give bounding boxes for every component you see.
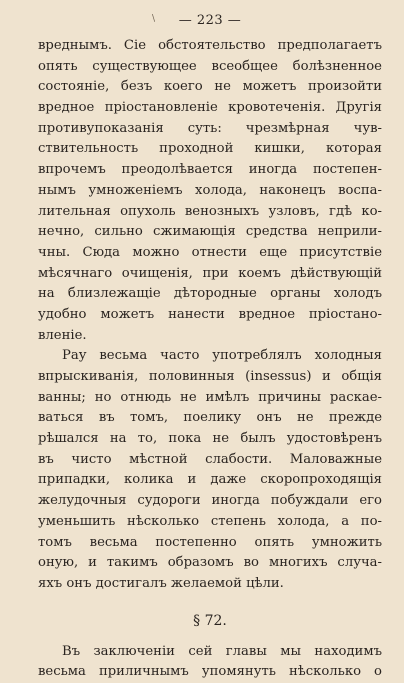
text-line: удобно можетъ нанести вредное пріостано- [38,306,382,322]
text-line: опять существующее всеобщее болѣзненное [38,58,382,74]
text-line: ваться въ томъ, поелику онъ не прежде [38,410,382,426]
text-line: впрыскиванія, половинныя (insessus) и общія [38,369,382,384]
text-line: ванны; но отнюдь не имѣлъ причины раскае- [38,389,382,405]
text-line: противупоказанія суть: чрезмѣрная чув- [38,120,382,136]
text-line: желудочныя судороги иногда побуждали его [38,493,382,509]
text-line: чны. Сюда можно отнести еще присутствіе [38,244,382,260]
text-line: припадки, колика и даже скоропроходящія [38,472,382,488]
section-heading: § 72. [193,612,227,629]
paragraph-3 [38,642,382,683]
page-header [38,0,382,28]
margin-mark: \ [152,14,156,24]
body-text [38,36,382,683]
paragraph-2 [38,346,382,594]
page-number: — 223 — [178,13,242,28]
text-line: впрочемъ преодолѣвается иногда постепен- [38,162,382,178]
paragraph-1 [38,36,382,346]
text-line: оную, и такимъ образомъ во многихъ случа- [38,555,382,571]
text-line: вреднымъ. Сіе обстоятельство предполагаетъ [38,38,382,53]
text-line: яхъ онъ достигалъ желаемой цѣли. [38,575,284,591]
text-line: томъ весьма постепенно опять умножить [38,534,382,550]
text-line: уменьшить нѣсколько степень холода, а по- [38,513,382,529]
text-line: на близлежащіе дѣтородные органы холодъ [38,286,382,302]
text-line: Въ заключеніи сей главы мы находимъ [62,643,382,659]
text-line: лительная опухоль венозныхъ узловъ, гдѣ ко- [38,203,382,219]
text-line: мѣсячнаго очищенія, при коемъ дѣйствующій [38,265,382,281]
text-line: нечно, сильно сжимающія средства неприли- [38,224,382,240]
text-line: нымъ умноженіемъ холода, наконецъ воспа- [38,182,382,198]
text-line: вленіе. [38,327,87,343]
text-line: весьма приличнымъ упомянуть нѣсколько о [38,664,382,680]
text-line: въ чисто мѣстной слабости. Маловажные [38,451,382,467]
text-line: Рау весьма часто употреблялъ холодныя [62,348,382,364]
text-line: вредное пріостановленіе кровотеченія. Другія [38,100,382,116]
text-line: рѣшался на то, пока не былъ удостовѣренъ [38,431,382,447]
text-line: состояніе, безъ коего не можетъ произойти [38,79,382,95]
text-line: ствительность проходной кишки, которая [38,141,382,157]
